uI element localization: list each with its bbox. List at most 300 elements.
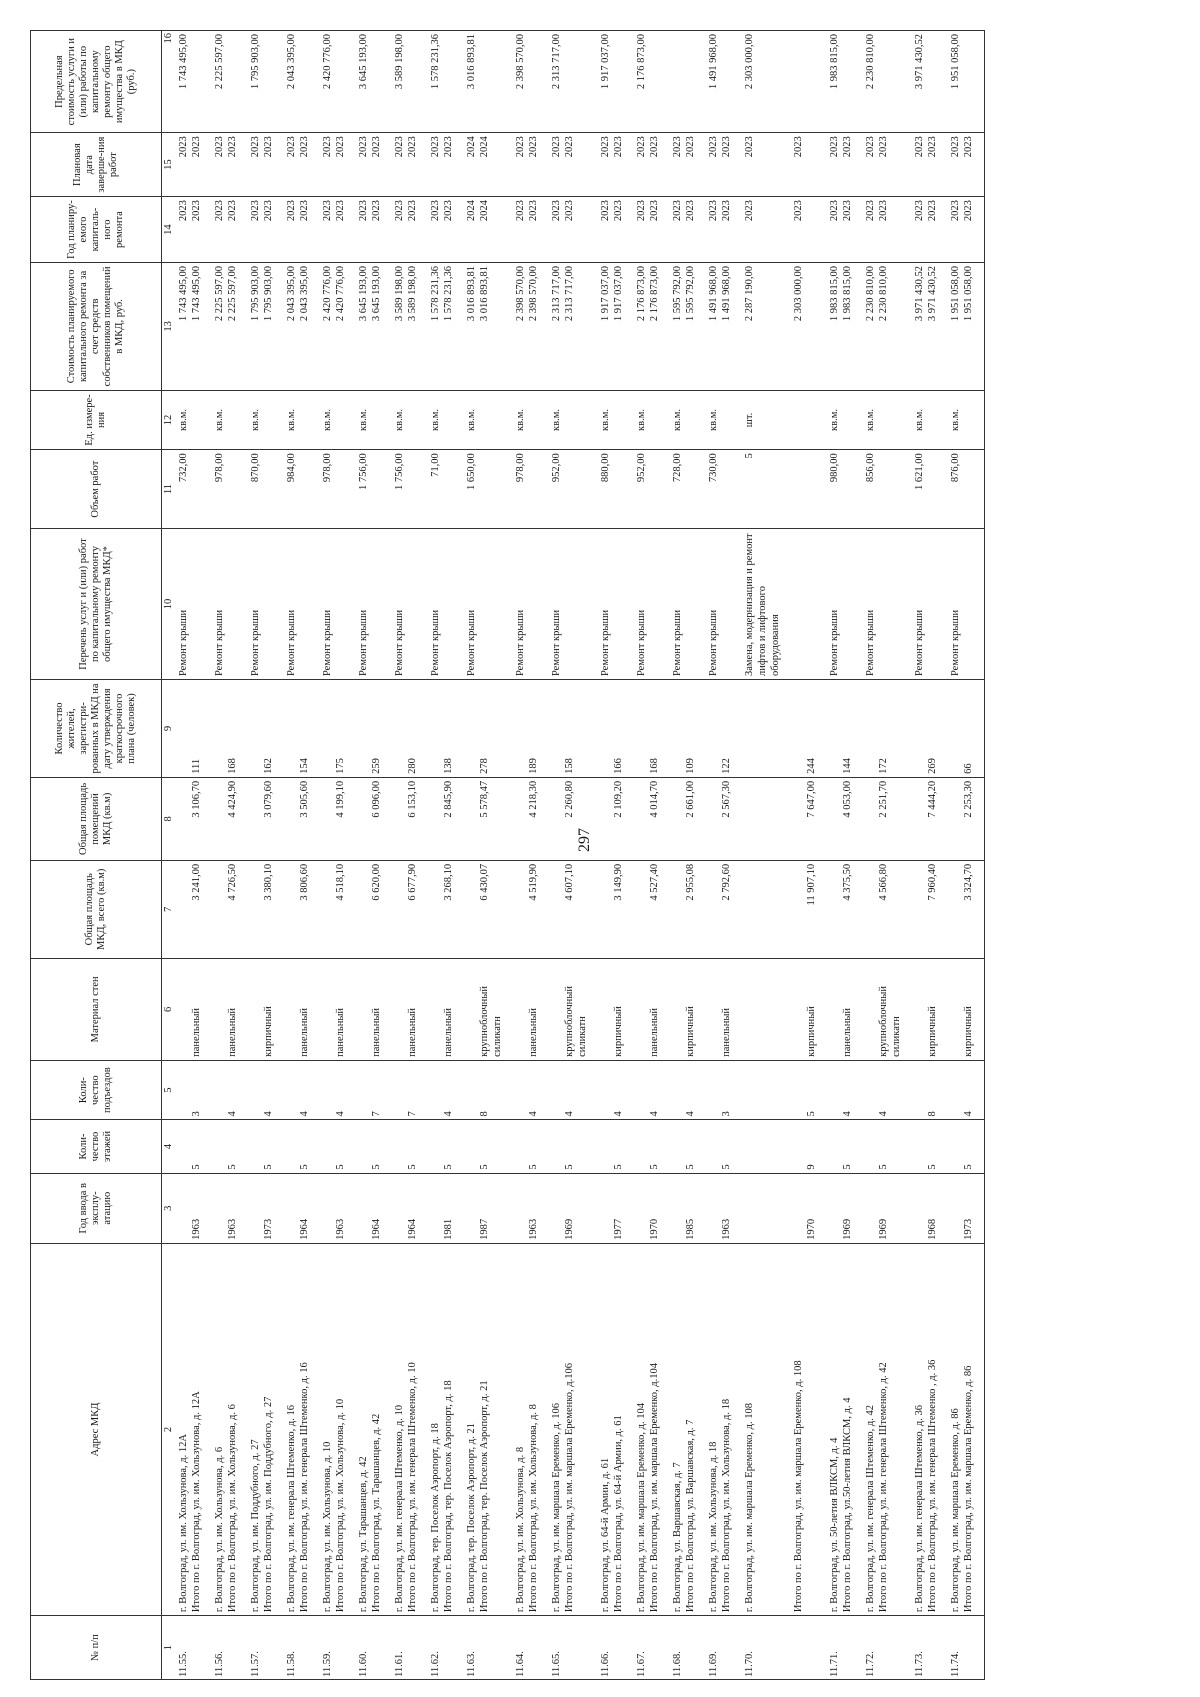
unit-cell: кв.м.: [513, 390, 541, 450]
residents-cell-value: 158: [564, 758, 575, 774]
wall-material-cell-value: панельный: [299, 1007, 310, 1057]
premises-area-cell-value: 5 578,47: [479, 780, 490, 818]
premises-area-cell: [791, 777, 819, 860]
volume-cell: 984,00: [284, 450, 312, 529]
plan-date-cell: [356, 133, 384, 197]
year-cell-value: 1964: [371, 1218, 382, 1240]
floors-cell: [948, 1120, 976, 1173]
plan-date-cell: [912, 133, 940, 197]
floors-cell-value: 5: [479, 1164, 490, 1170]
cost-cell: [356, 263, 384, 391]
premises-area-cell: [356, 777, 384, 860]
floors-cell-value: 5: [963, 1164, 974, 1170]
premises-area-cell: [706, 777, 734, 860]
header-cell: Общая площадь помещений МКД (кв.м): [31, 777, 162, 860]
floors-cell-value: 5: [878, 1164, 889, 1170]
table-row: [912, 31, 940, 1680]
address-cell: [284, 1243, 312, 1615]
plan-year-cell: [742, 197, 783, 263]
row-number: 11.57.: [248, 1616, 276, 1680]
unit-cell: кв.м.: [863, 390, 904, 450]
entrances-cell: [670, 1060, 698, 1120]
limit-cost-cell: [791, 31, 819, 133]
total-area-cell-value: 3 268,10: [443, 863, 454, 901]
unit-cell: кв.м.: [598, 390, 626, 450]
row-number: 11.61.: [392, 1616, 420, 1680]
wall-material-cell-value: панельный: [528, 1007, 539, 1057]
plan-year-cell: [598, 197, 626, 263]
work-type-cell: Ремонт крыши: [912, 528, 940, 679]
cost-total: 1 743 495,00: [191, 266, 202, 322]
plan-date-cell: [248, 133, 276, 197]
entrances-cell-value: 4: [335, 1111, 346, 1117]
year-cell-value: 1969: [878, 1218, 889, 1240]
premises-area-cell-value: 3 106,70: [191, 780, 202, 818]
row-number: 11.74.: [948, 1616, 976, 1680]
table-row: [320, 31, 348, 1680]
address-text: г. Волгоград, ул. им. маршала Еременко, д. 106: [551, 1403, 562, 1613]
premises-area-cell: [464, 777, 505, 860]
plan-year-value: 2023: [793, 200, 804, 222]
plan-date-cell: [706, 133, 734, 197]
table-row: [670, 31, 698, 1680]
cost-total: 2 398 570,00: [528, 266, 539, 322]
premises-area-cell-value: 2 845,90: [443, 780, 454, 818]
plan-year-total: 2023: [927, 200, 938, 222]
residents-cell: [248, 680, 276, 778]
plan-date-value: 2023: [672, 136, 683, 158]
address-total: Итого по г. Волгоград, ул. им. генерала Штеменко , д. 36: [927, 1359, 938, 1613]
plan-year-value: 2023: [430, 200, 441, 222]
total-area-cell-value: 6 430,07: [479, 863, 490, 901]
total-area-cell-value: 4 375,50: [842, 863, 853, 901]
year-cell-value: 1963: [335, 1218, 346, 1240]
address-cell: [827, 1243, 855, 1615]
floors-cell-value: 5: [335, 1164, 346, 1170]
plan-year-value: 2023: [250, 200, 261, 222]
entrances-cell: [863, 1060, 904, 1120]
cost-value: 1 491 968,00: [708, 266, 719, 322]
residents-cell-value: 168: [649, 758, 660, 774]
plan-date-value: 2023: [793, 136, 804, 158]
column-number: 2: [162, 1243, 177, 1615]
residents-cell: [742, 680, 783, 778]
address-cell: [634, 1243, 662, 1615]
wall-material-cell: [428, 958, 456, 1060]
wall-material-cell-value: крупноблочный силикатн: [479, 986, 503, 1057]
plan-date-cell: [513, 133, 541, 197]
premises-area-cell-value: 4 199,10: [335, 780, 346, 818]
plan-year-total: 2023: [842, 200, 853, 222]
unit-cell: [791, 390, 819, 450]
cost-value: 2 303 000,00: [793, 266, 804, 322]
entrances-cell: [212, 1060, 240, 1120]
row-number: 11.72.: [863, 1616, 904, 1680]
residents-cell-value: 175: [335, 758, 346, 774]
year-cell: [356, 1173, 384, 1243]
plan-year-total: 2023: [371, 200, 382, 222]
wall-material-cell-value: панельный: [335, 1007, 346, 1057]
table-row: [634, 31, 662, 1680]
row-number: 11.55.: [176, 1616, 204, 1680]
volume-cell: 978,00: [320, 450, 348, 529]
plan-date-total: 2023: [443, 136, 454, 158]
plan-date-total: 2023: [299, 136, 310, 158]
limit-cost-cell: 2 313 717,00: [549, 31, 590, 133]
plan-date-value: 2023: [358, 136, 369, 158]
total-area-cell: [212, 860, 240, 958]
cost-cell: [428, 263, 456, 391]
year-cell-value: 1973: [963, 1218, 974, 1240]
limit-cost-cell: 2 176 873,00: [634, 31, 662, 133]
cost-cell: [706, 263, 734, 391]
premises-area-cell-value: 2 661,00: [685, 780, 696, 818]
address-text: г. Волгоград, ул. им. Хользунова, д. 8: [515, 1446, 526, 1613]
wall-material-cell: [464, 958, 505, 1060]
work-type-cell: Ремонт крыши: [212, 528, 240, 679]
plan-year-cell: [248, 197, 276, 263]
year-cell-value: 1987: [479, 1218, 490, 1240]
cost-cell: [392, 263, 420, 391]
wall-material-cell: [513, 958, 541, 1060]
wall-material-cell: [948, 958, 976, 1060]
residents-cell: [464, 680, 505, 778]
plan-date-cell: [176, 133, 204, 197]
plan-date-total: 2023: [335, 136, 346, 158]
total-area-cell: [827, 860, 855, 958]
plan-year-value: 2023: [358, 200, 369, 222]
limit-cost-cell: 2 303 000,00: [742, 31, 783, 133]
work-type-cell: Ремонт крыши: [284, 528, 312, 679]
year-cell-value: 1970: [649, 1218, 660, 1240]
header-cell: Коли-чество этажей: [31, 1120, 162, 1173]
header-cell: Коли-чество подъездов: [31, 1060, 162, 1120]
entrances-cell: [742, 1060, 783, 1120]
total-area-cell: [428, 860, 456, 958]
plan-date-cell: [863, 133, 904, 197]
floors-cell-value: 5: [443, 1164, 454, 1170]
table-row: [791, 31, 819, 1680]
header-cell: Ед. измере-ния: [31, 390, 162, 450]
address-total: Итого по г. Волгоград, ул. им. генерала Штеменко, д. 42: [878, 1362, 889, 1613]
table-row: [428, 31, 456, 1680]
entrances-cell: [706, 1060, 734, 1120]
total-area-cell: [549, 860, 590, 958]
unit-cell: шт.: [742, 390, 783, 450]
year-cell-value: 1963: [528, 1218, 539, 1240]
entrances-cell-value: 4: [564, 1111, 575, 1117]
year-cell-value: 1977: [613, 1218, 624, 1240]
wall-material-cell-value: крупноблочный силикатн: [878, 986, 902, 1057]
column-number: 15: [162, 133, 177, 197]
cost-cell: [513, 263, 541, 391]
volume-cell: 978,00: [212, 450, 240, 529]
address-total: Итого по г. Волгоград, ул. им. Хользунова, д. 18: [721, 1398, 732, 1613]
address-total: Итого по г. Волгоград, ул. им. Хользунова, д. 8: [528, 1404, 539, 1613]
plan-year-cell: [176, 197, 204, 263]
column-number: 5: [162, 1060, 177, 1120]
volume-cell: 728,00: [670, 450, 698, 529]
entrances-cell: [513, 1060, 541, 1120]
wall-material-cell-value: панельный: [842, 1007, 853, 1057]
limit-cost-cell: 1 951 058,00: [948, 31, 976, 133]
address-cell: [176, 1243, 204, 1615]
total-area-cell-value: 4 519,90: [528, 863, 539, 901]
cost-cell: [549, 263, 590, 391]
address-cell: [320, 1243, 348, 1615]
residents-cell: [320, 680, 348, 778]
work-type-cell: Ремонт крыши: [513, 528, 541, 679]
premises-area-cell: [948, 777, 976, 860]
row-number: [791, 1616, 819, 1680]
cost-total: 1 595 792,00: [685, 266, 696, 322]
plan-date-value: 2023: [515, 136, 526, 158]
cost-total: 1 917 037,00: [613, 266, 624, 322]
cost-cell: [863, 263, 904, 391]
plan-date-cell: [670, 133, 698, 197]
year-cell-value: 1985: [685, 1218, 696, 1240]
plan-year-cell: [670, 197, 698, 263]
address-cell: [598, 1243, 626, 1615]
address-cell: [948, 1243, 976, 1615]
address-text: г. Волгоград, тер. Поселок Аэропорт, д. 21: [466, 1423, 477, 1613]
wall-material-cell-value: панельный: [443, 1007, 454, 1057]
work-type-cell: Ремонт крыши: [464, 528, 505, 679]
cost-cell: [670, 263, 698, 391]
floors-cell-value: 5: [721, 1164, 732, 1170]
year-cell-value: 1968: [927, 1218, 938, 1240]
entrances-cell-value: 3: [721, 1111, 732, 1117]
table-row: [392, 31, 420, 1680]
premises-area-cell: [320, 777, 348, 860]
plan-year-cell: [284, 197, 312, 263]
unit-cell: кв.м.: [634, 390, 662, 450]
premises-area-cell-value: 4 218,30: [528, 780, 539, 818]
floors-cell-value: 5: [528, 1164, 539, 1170]
plan-date-value: 2024: [466, 136, 477, 158]
address-cell: [513, 1243, 541, 1615]
address-cell: [464, 1243, 505, 1615]
plan-year-value: 2023: [178, 200, 189, 222]
premises-area-cell-value: 6 096,00: [371, 780, 382, 818]
plan-year-cell: [827, 197, 855, 263]
address-total: Итого по г. Волгоград, ул. им. генерала Штеменко, д. 10: [407, 1362, 418, 1613]
cost-value: 2 398 570,00: [515, 266, 526, 322]
plan-date-total: 2023: [721, 136, 732, 158]
wall-material-cell: [634, 958, 662, 1060]
cost-cell: [742, 263, 783, 391]
address-cell: [912, 1243, 940, 1615]
entrances-cell-value: 4: [963, 1111, 974, 1117]
plan-year-value: 2023: [214, 200, 225, 222]
total-area-cell: [742, 860, 783, 958]
table-row: [827, 31, 855, 1680]
cost-total: 1 491 968,00: [721, 266, 732, 322]
residents-cell-value: 144: [842, 758, 853, 774]
work-type-cell: [791, 528, 819, 679]
year-cell-value: 1969: [564, 1218, 575, 1240]
cost-total: 2 230 810,00: [878, 266, 889, 322]
row-spacer: [819, 31, 827, 1680]
row-spacer: [505, 31, 513, 1680]
column-number: 8: [162, 777, 177, 860]
header-cell: Адрес МКД: [31, 1243, 162, 1615]
entrances-cell-value: 4: [299, 1111, 310, 1117]
table-row: [248, 31, 276, 1680]
floors-cell: [356, 1120, 384, 1173]
total-area-cell: [791, 860, 819, 958]
cost-value: 3 016 893,81: [466, 266, 477, 322]
address-cell: [212, 1243, 240, 1615]
cost-cell: [248, 263, 276, 391]
row-spacer: [590, 31, 598, 1680]
row-number: 11.65.: [549, 1616, 590, 1680]
column-number: 6: [162, 958, 177, 1060]
plan-date-value: 2023: [214, 136, 225, 158]
column-number: 1: [162, 1616, 177, 1680]
year-cell: [634, 1173, 662, 1243]
residents-cell: [392, 680, 420, 778]
cost-value: 3 971 430,52: [914, 266, 925, 322]
plan-date-value: 2023: [865, 136, 876, 158]
header-cell: Год планиру-емого капиталь-ного ремонта: [31, 197, 162, 263]
cost-cell: [948, 263, 976, 391]
entrances-cell: [912, 1060, 940, 1120]
total-area-cell: [912, 860, 940, 958]
wall-material-cell-value: кирпичный: [613, 1006, 624, 1057]
plan-year-value: 2023: [950, 200, 961, 222]
floors-cell-value: 5: [299, 1164, 310, 1170]
limit-cost-cell: 1 917 037,00: [598, 31, 626, 133]
premises-area-cell: [670, 777, 698, 860]
wall-material-cell: [176, 958, 204, 1060]
row-number: 11.56.: [212, 1616, 240, 1680]
entrances-cell-value: 4: [528, 1111, 539, 1117]
plan-year-cell: [212, 197, 240, 263]
address-total: Итого по г. Волгоград, ул. им. Поддубного, д. 27: [263, 1396, 274, 1613]
row-spacer: [240, 31, 248, 1680]
floors-cell: [912, 1120, 940, 1173]
residents-cell-value: 189: [528, 758, 539, 774]
total-area-cell: [320, 860, 348, 958]
plan-date-total: 2023: [649, 136, 660, 158]
volume-cell: 5: [742, 450, 783, 529]
table-row: [464, 31, 505, 1680]
premises-area-cell: [634, 777, 662, 860]
premises-area-cell: [176, 777, 204, 860]
unit-cell: кв.м.: [248, 390, 276, 450]
volume-cell: 880,00: [598, 450, 626, 529]
limit-cost-cell: 2 043 395,00: [284, 31, 312, 133]
cost-total: 2 420 776,00: [335, 266, 346, 322]
unit-cell: кв.м.: [320, 390, 348, 450]
plan-year-cell: [634, 197, 662, 263]
residents-cell-value: 168: [227, 758, 238, 774]
header-cell: Стоимость планируемого капитального ремонта за счет средств собственников помещений в МКД, руб.: [31, 263, 162, 391]
premises-area-cell: [827, 777, 855, 860]
work-type-cell: Ремонт крыши: [392, 528, 420, 679]
total-area-cell-value: 11 907,10: [806, 863, 817, 906]
table-body: [176, 31, 985, 1680]
plan-year-value: 2024: [466, 200, 477, 222]
cost-cell: [598, 263, 626, 391]
work-type-cell: Ремонт крыши: [634, 528, 662, 679]
address-text: г. Волгоград, ул. Варшавская, д. 7: [672, 1462, 683, 1613]
plan-year-total: 2023: [649, 200, 660, 222]
address-cell: [670, 1243, 698, 1615]
plan-date-cell: [212, 133, 240, 197]
residents-cell-value: 111: [191, 758, 202, 774]
total-area-cell-value: 4 518,10: [335, 863, 346, 901]
year-cell: [176, 1173, 204, 1243]
floors-cell: [827, 1120, 855, 1173]
row-spacer: [204, 31, 212, 1680]
residents-cell-value: 66: [963, 763, 974, 774]
total-area-cell: [464, 860, 505, 958]
cost-cell: [464, 263, 505, 391]
premises-area-cell: [392, 777, 420, 860]
wall-material-cell-value: кирпичный: [963, 1006, 974, 1057]
address-total: Итого по г. Волгоград, ул. им. маршала Еременко, д.106: [564, 1362, 575, 1613]
unit-cell: кв.м.: [549, 390, 590, 450]
residents-cell: [634, 680, 662, 778]
entrances-cell-value: 4: [842, 1111, 853, 1117]
column-number: 12: [162, 390, 177, 450]
year-cell: [827, 1173, 855, 1243]
row-number: 11.62.: [428, 1616, 456, 1680]
residents-cell-value: 259: [371, 758, 382, 774]
wall-material-cell: [827, 958, 855, 1060]
header-cell: Предельная стоимость услуги и (или) работы по капитальному ремонту общего имущества в МКД (руб.): [31, 31, 162, 133]
plan-year-total: 2023: [191, 200, 202, 222]
column-number: 4: [162, 1120, 177, 1173]
plan-date-value: 2023: [394, 136, 405, 158]
limit-cost-cell: 1 491 968,00: [706, 31, 734, 133]
work-type-cell: Ремонт крыши: [863, 528, 904, 679]
floors-cell-value: 5: [407, 1164, 418, 1170]
cost-total: 3 589 198,00: [407, 266, 418, 322]
row-number: 11.71.: [827, 1616, 855, 1680]
plan-year-total: 2023: [564, 200, 575, 222]
plan-date-cell: [948, 133, 976, 197]
plan-date-total: 2023: [263, 136, 274, 158]
row-spacer: [940, 31, 948, 1680]
plan-year-total: 2023: [407, 200, 418, 222]
column-number: 3: [162, 1173, 177, 1243]
entrances-cell: [284, 1060, 312, 1120]
header-cell: Плановая дата заверше-ния работ: [31, 133, 162, 197]
volume-cell: 1 621,00: [912, 450, 940, 529]
entrances-cell: [392, 1060, 420, 1120]
unit-cell: кв.м.: [912, 390, 940, 450]
premises-area-cell-value: 3 079,60: [263, 780, 274, 818]
address-cell: [248, 1243, 276, 1615]
total-area-cell: [634, 860, 662, 958]
residents-cell-value: 162: [263, 758, 274, 774]
volume-cell: 978,00: [513, 450, 541, 529]
floors-cell-value: 5: [564, 1164, 575, 1170]
year-cell-value: 1970: [806, 1218, 817, 1240]
floors-cell: [176, 1120, 204, 1173]
total-area-cell: [176, 860, 204, 958]
plan-date-total: 2023: [407, 136, 418, 158]
cost-value: 2 313 717,00: [551, 266, 562, 322]
unit-cell: кв.м.: [428, 390, 456, 450]
plan-date-total: 2023: [963, 136, 974, 158]
total-area-cell: [356, 860, 384, 958]
total-area-cell-value: 3 324,70: [963, 863, 974, 901]
volume-cell: 1 650,00: [464, 450, 505, 529]
